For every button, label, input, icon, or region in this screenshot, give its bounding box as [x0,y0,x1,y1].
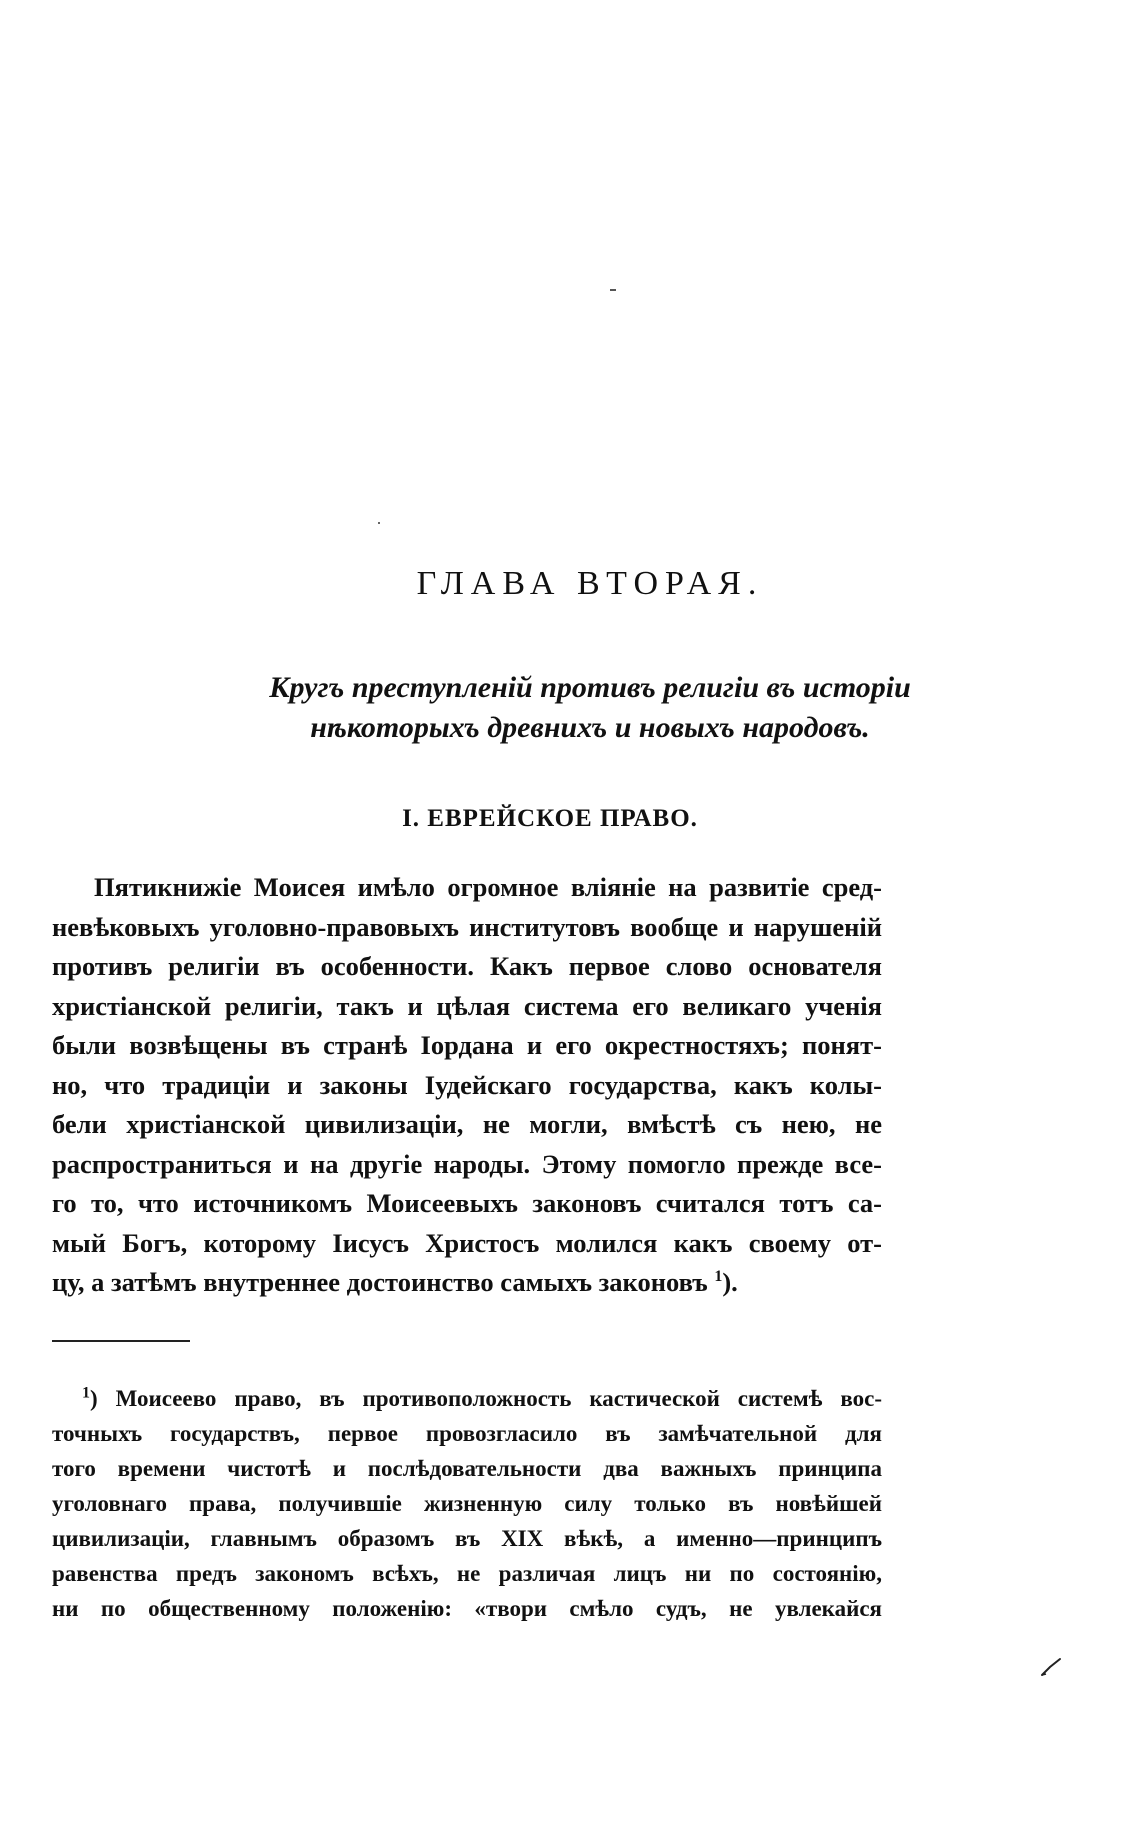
footnote-marker: 1 [82,1384,90,1402]
body-line: мый Богъ, которому Іисусъ Христосъ молился какъ своему от- [52,1227,882,1258]
body-line: бели христіанской цивилизаціи, не могли, вмѣстѣ съ нею, не [52,1109,882,1139]
footnote [52,1381,882,1626]
chapter-subtitle-line: Кругъ преступленій противъ религіи въ исторіи [269,671,911,704]
footnote-line: уголовнаго права, получившіе жизненную силу только въ новѣйшей [52,1491,882,1516]
footnote-line: цивилизаціи, главнымъ образомъ въ XIX вѣкѣ, а именно—принципъ [52,1526,882,1551]
chapter-title: ГЛАВА ВТОРАЯ. [416,565,764,602]
footnote-line: ни по общественному положенію: «твори смѣло судъ, не увлекайся [52,1596,882,1621]
footnote-line: равенства предъ закономъ всѣхъ, не различая лицъ ни по состоянію, [52,1561,882,1586]
footnote-reference: 1 [714,1268,723,1286]
scan-artifact-dash [610,289,616,291]
scan-artifact-dot [378,522,380,524]
body-line: но, что традиціи и законы Іудейскаго государства, какъ колы- [52,1069,882,1100]
body-line: христіанской религіи, такъ и цѣлая система его великаго ученія [52,990,882,1021]
body-paragraph [52,868,882,1303]
body-line: го то, что источникомъ Моисеевыхъ законовъ считался тотъ са- [52,1188,882,1218]
pen-mark-icon [1040,1655,1064,1677]
chapter-subtitle-line: нѣкоторыхъ древнихъ и новыхъ народовъ. [310,711,870,744]
body-line-last [52,1263,882,1303]
section-heading: I. ЕВРЕЙСКОЕ ПРАВО. [402,805,698,832]
body-line: Пятикнижіе Моисея имѣло огромное вліяніе на развитіе сред- [94,872,882,902]
body-line-tail: ). [722,1267,738,1297]
footnote-line-first [52,1381,882,1416]
footnote-line: того времени чистотѣ и послѣдовательности два важныхъ принципа [52,1456,882,1481]
footnote-divider [52,1340,190,1342]
footnote-line: точныхъ государствъ, первое провозгласило въ замѣчательной для [52,1421,882,1446]
body-line: невѣковыхъ уголовно-правовыхъ институтовъ вообще и нарушеній [52,911,882,942]
body-line: распространиться и на другіе народы. Этому помогло прежде все- [52,1148,882,1179]
chapter-subtitle [110,668,1070,748]
body-line: были возвѣщены въ странѣ Іордана и его окрестностяхъ; понят- [52,1030,882,1060]
body-line-text: цу, а затѣмъ внутреннее достоинство самыхъ законовъ [52,1267,708,1297]
body-line: противъ религіи въ особенности. Какъ первое слово основателя [52,951,882,981]
footnote-line-text: ) Моисеево право, въ противоположность кастической системѣ вос- [90,1386,882,1411]
